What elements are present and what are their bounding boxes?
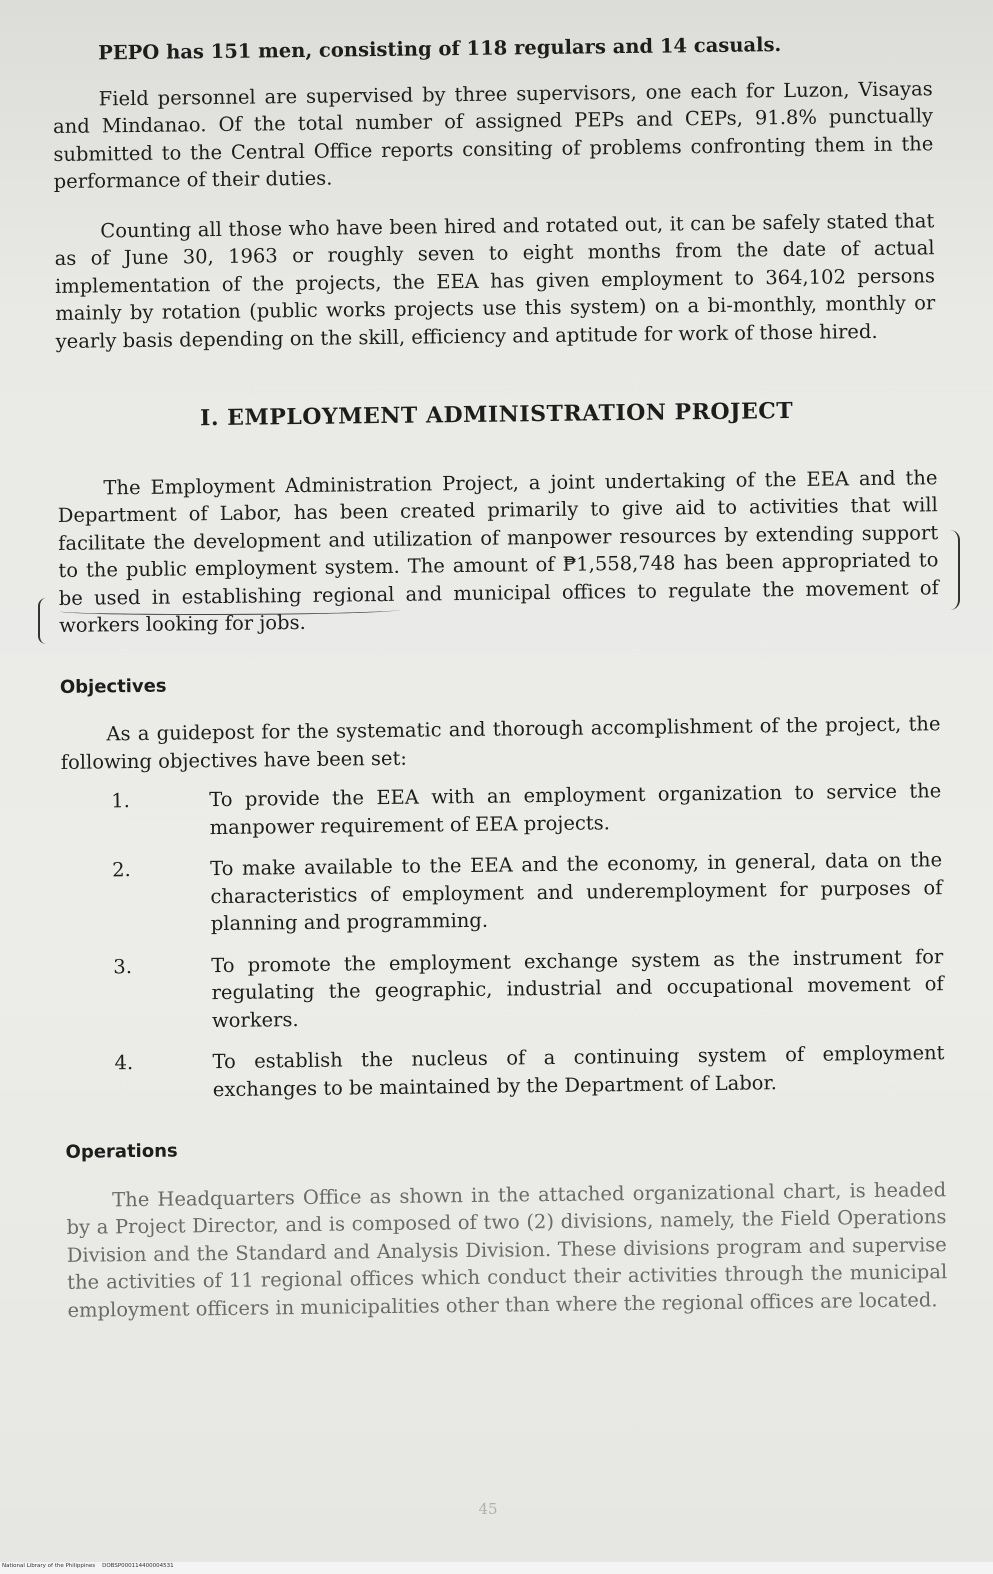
section-heading: I. EMPLOYMENT ADMINISTRATION PROJECT [199,397,794,432]
document-body [52,29,948,1324]
objectives-intro: As a guidepost for the systematic and thorough accomplishment of the project, the following objectives have been set: [60,712,941,774]
archive-code: DOBSP000114400004531 [102,1563,174,1569]
paragraph-counting: Counting all those who have been hired and rotated out, it can be safely stated that as of June 30, 1963 or roughly seven to eight months from the date of actual implementation of the projects, the EEA has given employment to 364,102 persons mainly by rotation (public works projects use this system) on a bi-monthly, monthly or yearly basis depending on the skill, efficiency and aptitude for work of those hired. [54,208,936,353]
archive-footer-text [2,1563,174,1569]
list-item [64,1039,945,1105]
objectives-heading: Objectives [59,675,167,698]
operations-heading: Operations [65,1140,178,1163]
archive-label: National Library of the Philippines [2,1563,96,1569]
list-item-number: 2. [112,858,131,882]
objectives-list [61,777,945,1105]
page-number: 45 [478,1500,498,1518]
list-item-text: To make available to the EEA and the economy, in general, data on the characteristics of employment and underemployment for purposes of planning and programming. [209,848,943,936]
list-item-text: To promote the employment exchange system as the instrument for regulating the geographic, industrial and occupational movement of workers. [211,944,944,1032]
paragraph-field-personnel: Field personnel are supervised by three supervisors, one each for Luzon, Visayas and Mindanao. Of the total number of assigned PEPs and CEPs, 91.8% punctually submitted to the Central Office reports consiting of problems confronting them in the performance of their duties. [52,76,934,193]
list-item-number: 3. [113,954,133,978]
list-item [63,943,944,1036]
pen-bracket-left [38,598,50,644]
lead-sentence: PEPO has 151 men, consisting of 118 regulars and 14 casuals. [98,33,782,65]
list-item-number: 4. [114,1051,134,1075]
pen-bracket-right [948,530,960,610]
list-item [62,846,943,939]
list-item [61,777,942,843]
paragraph-project-intro: The Employment Administration Project, a joint undertaking of the EEA and the Department of Labor, has been created primarily to give aid to activities that will facilitate the development and utilization of manpower resources by extending support to the public employment system. The amount of ₱1,558,748 has been appropriated to be used in establishing regional and municipal offices to regulate the movement of workers looking for jobs. [57,465,939,637]
list-item-text: To provide the EEA with an employment organization to service the manpower requirement of EEA projects. [209,779,942,839]
list-item-number: 1. [111,789,131,813]
paragraph-operations: The Headquarters Office as shown in the attached organizational chart, is headed by a Project Director, and is composed of two (2) divisions, namely, the Field Operations Division and the Standard and Analysis Division. These divisions program and supervise the activities of 11 regional offices which conduct their activities through the municipal employment officers in municipalities other than where the regional offices are located. [66,1177,948,1322]
list-item-text: To establish the nucleus of a continuing system of employment exchanges to be maintained by the Department of Labor. [212,1041,945,1101]
